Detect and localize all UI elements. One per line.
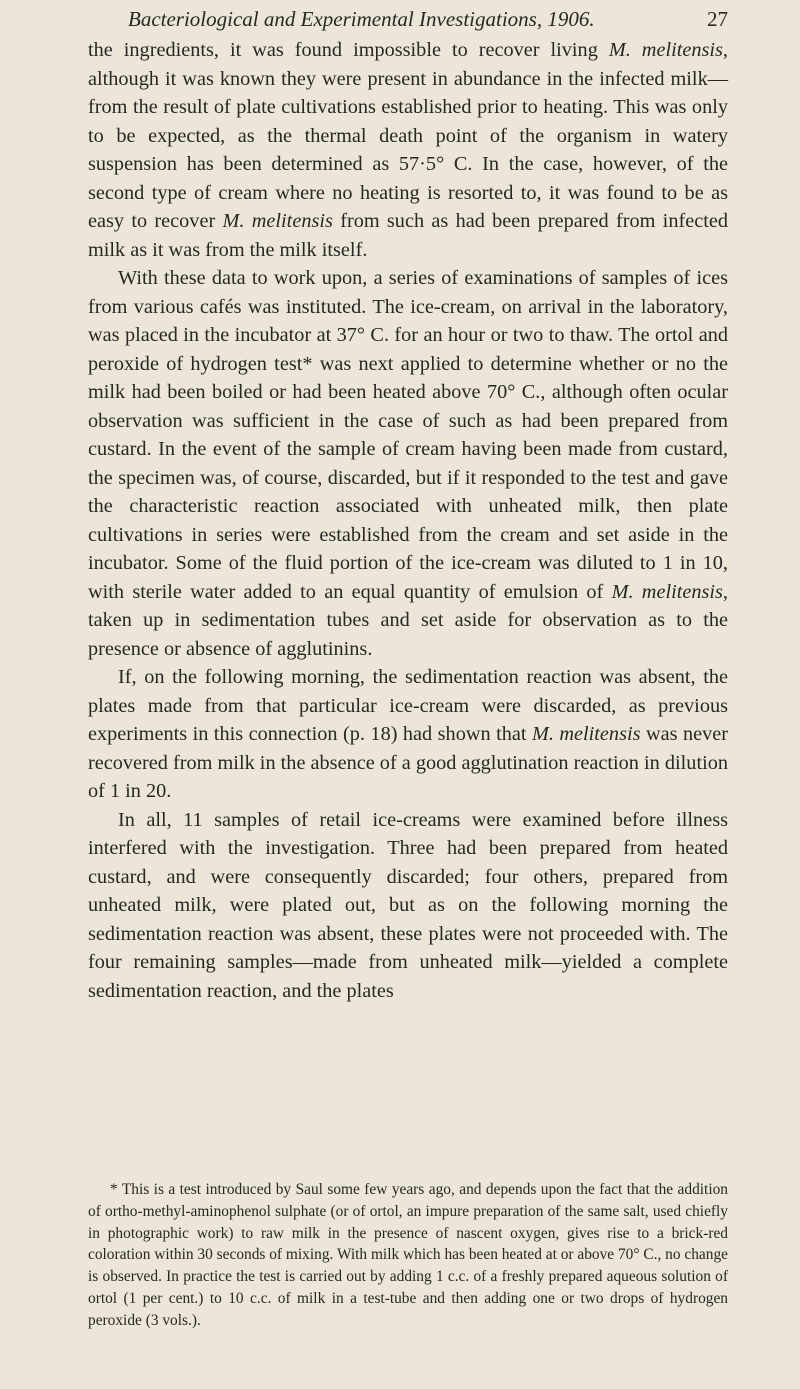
species-name: M. melitensis [222,210,333,232]
page-number: 27 [707,7,728,31]
running-title: Bacteriological and Experimental Investigations, 1906. [128,7,595,31]
text-run: from such as had been prepared from infected milk as it was from the milk itself. [88,210,728,261]
species-name: M. melitensis [531,723,641,745]
footnote [88,1179,728,1332]
body-text [88,36,728,1005]
species-name: M. melitensis [611,580,723,603]
paragraph-2 [88,264,728,663]
species-name: M. melitensis [608,39,723,61]
text-run: , taken up in sedimentation tubes and set aside for observation as to the presence or absence of agglutinins. [88,580,728,660]
text-run: With these data to work upon, a series of examinations of samples of ices from various cafés was instituted. The ice-cream, on arrival in the laboratory, was placed in the incubator at 37° C. for an hour or two to thaw. The ortol and peroxide of hydrogen test* was next applied to determine whether or no the milk had been boiled or had been heated above 70° C., although often ocular observation was sufficient in the case of such as had been prepared from custard. In the event of the sample of cream having been made from custard, the specimen was, of course, discarded, but if it responded to the test and gave the characteristic reaction associated with unheated milk, then plate cultivations in series were established from the cream and set aside in the incubator. Some of the fluid portion of the ice-cream was diluted to 1 in 10, with sterile water added to an equal quantity of emulsion of [88,267,728,603]
text-run: the ingredients, it was found impossible to recover living [88,39,609,61]
running-head [88,4,728,34]
text-run: was never recovered from milk in the absence of a good agglutination reaction in dilution of 1 in 20. [88,723,728,802]
text-run: , although it was known they were present in abundance in the infected milk—from the result of plate cultivations established prior to heating. This was only to be expected, as the thermal death point of the organism in watery suspension has been determined as 57·5° C. In the case, however, of the second type of cream where no heating is resorted to, it was found to be as easy to recover [88,39,728,232]
text-run: If, on the following morning, the sedimentation reaction was absent, the plates made from that particular ice-cream were discarded, as previous experiments in this connection (p. 18) had shown that [88,666,728,745]
paragraph-4: In all, 11 samples of retail ice-creams were examined before illness interfered with the investigation. Three had been prepared from heated custard, and were consequently discarded; four others, prepared from unheated milk, were plated out, but as on the following morning the sedimentation reaction was absent, these plates were not proceeded with. The four remaining samples—made from unheated milk—yielded a complete sedimentation reaction, and the plates [88,808,728,1002]
paragraph-3 [88,663,728,806]
paragraph-1 [88,36,728,264]
footnote-text: * This is a test introduced by Saul some few years ago, and depends upon the fact that the addition of ortho-methyl-aminophenol sulphate (or of ortol, an impure preparation of the same salt, used chiefly in photographic work) to raw milk in the presence of nascent oxygen, gives rise to a brick-red coloration within 30 seconds of mixing. With milk which has been heated at or above 70° C., no change is observed. In practice the test is carried out by adding 1 c.c. of a freshly prepared aqueous solution of ortol (1 per cent.) to 10 c.c. of milk in a test-tube and then adding one or two drops of hydrogen peroxide (3 vols.). [88,1181,728,1329]
